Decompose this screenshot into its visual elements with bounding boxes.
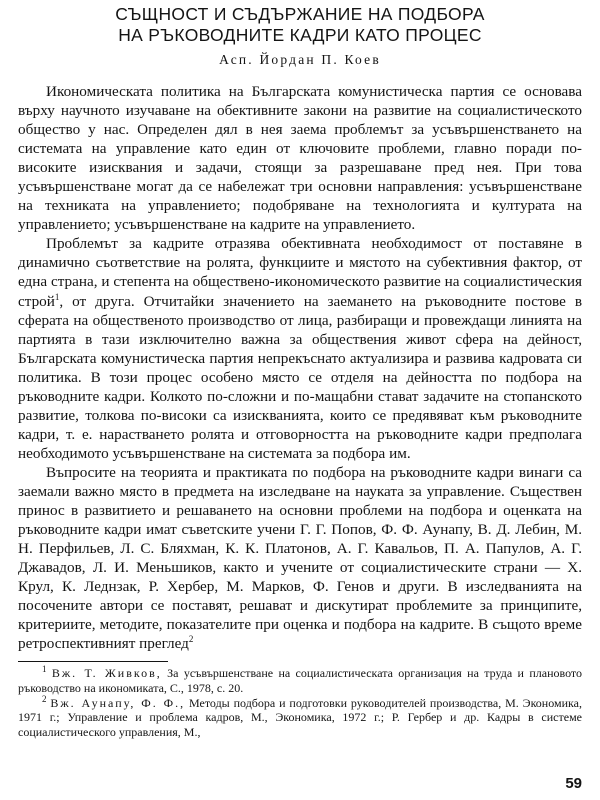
title-line-2: НА РЪКОВОДНИТЕ КАДРИ КАТО ПРОЦЕС: [118, 25, 482, 45]
footnote-2-mark: 2: [42, 693, 47, 704]
article-title: [18, 4, 582, 46]
footnote-1-text: За усъвършенстване на социалистическата организация на труда и плановото ръководство на икономиката, С., 1978, с. 20.: [18, 666, 583, 695]
paragraph-1: Икономическата политика на Българската комунистическа партия се основава върху научното изучаване на обективните закони на развитие на социалистическото общество у нас. Определен дял в нея заема проблемът за усъвършенстването на системата на управление като един от ключовите проблеми, главно поради по-високите изисквания и задачи, стоящи за разрешаване пред нея. При това усъвършенстване могат да се набележат три основни направления: усъвършенстване на техниката на управлението; подобряване на технологията и културата на управлението; усъвършенстване на кадрите на управлението.: [18, 83, 582, 234]
paragraph-2: [18, 234, 582, 463]
footnote-2-text: Методы подбора и подготовки руководителей производства, М. Экономика, 1971 г.; Управление и проблема кадров, М., Экономика, 1972 г.; Р. Гербер и др. Кадры в системе социалистического управления, М.,: [18, 695, 582, 739]
footnotes: [18, 666, 582, 739]
paragraph-3-text: Въпросите на теорията и практиката по подбора на ръководните кадри винаги са заемали важно място в предмета на изследване на науката за управление. Съществен принос в развитието и решаването на основни проблеми на подбора и оценката на ръководните кадри имат съветските учени Г. Г. Попов, Ф. Ф. Аунапу, В. Д. Лебин, М. Н. Перфильев, Л. С. Бляхман, К. К. Платонов, А. Г. Кавальов, П. А. Папулов, А. Г. Джавадов, Л. И. Меньшиков, както и учените от социалистическите страни — Х. Крул, К. Леднзак, Р. Хербер, М. Марков, Ф. Генов и други. В изследванията на посочените автори се поставят, решават и дискутират проблемите за принципите, критериите, методите, показателите при оценка и подбора на кадрите. В същото време ретроспективният преглед: [18, 463, 582, 653]
footnote-1-author: Вж. Т. Живков,: [51, 666, 162, 681]
footnote-ref-2[interactable]: 2: [188, 634, 194, 645]
paragraph-3: [18, 463, 582, 653]
footnote-2: [18, 693, 582, 740]
article-body: [18, 82, 582, 653]
paragraph-2-part-a: Проблемът за кадрите отразява обективната необходимост от поставяне в динамично съответствие на ролята, функциите и мястото на субективния фактор, от една страна, и степента на обществено-икономическото развитие на социалистическия строй: [18, 235, 582, 310]
footnote-1: [18, 666, 582, 695]
footnote-2-author: Вж. Аунапу, Ф. Ф.,: [50, 695, 186, 710]
author-name: Асп. Йордан П. Коев: [219, 52, 381, 67]
footnote-divider: [18, 661, 168, 662]
footnote-1-mark: 1: [42, 664, 47, 675]
paragraph-2-part-b: , от друга. Отчитайки значението на заемането на ръководните постове в сферата на общественото производство от лица, разбиращи и провеждащи линията на партията в тази изключително важна за обществения живот сфера на дейност, Българската комунистическа партия непрекъснато актуализира и развива кадровата си политика. В този процес особено място се отделя на дейността по подбора на ръководните кадри. Колкото по-сложни и по-мащабни стават задачите на стопанското развитие, толкова по-високи са изискванията, които се предявяват към ръководните кадри, т. е. нарастването ролята и отговорността на ръководните кадри предполага необходимото усъвършенстване на системата за подбора им.: [18, 292, 582, 462]
page-number: 59: [565, 775, 582, 792]
footnote-ref-1[interactable]: 1: [54, 291, 60, 302]
title-line-1: СЪЩНОСТ И СЪДЪРЖАНИЕ НА ПОДБОРА: [115, 4, 485, 24]
